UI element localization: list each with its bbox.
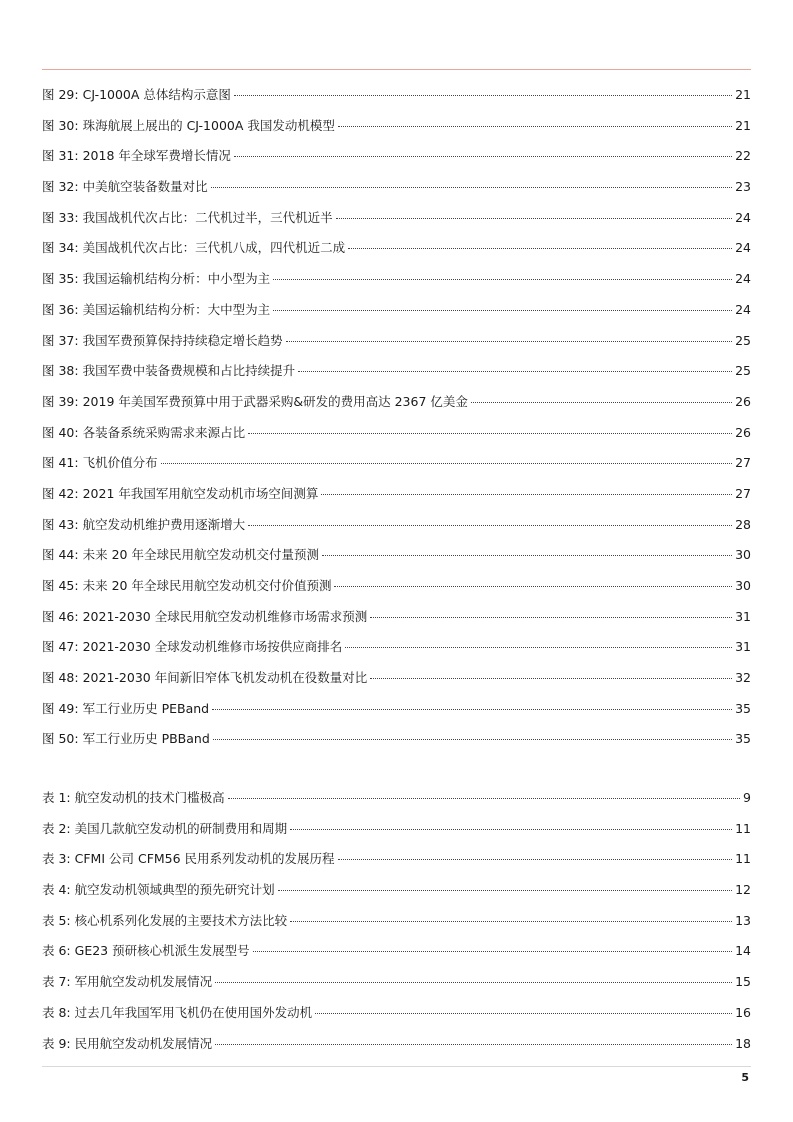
figures-index (42, 84, 751, 759)
dot-leader (215, 982, 732, 983)
toc-entry-title: 中美航空装备数量对比 (82, 179, 208, 195)
toc-entry-title: 我国战机代次占比：二代机过半，三代机近半 (82, 209, 333, 225)
figure-toc-entry[interactable] (42, 606, 751, 637)
toc-entry-title: 2021 年我国军用航空发动机市场空间测算 (82, 485, 319, 501)
toc-entry-title: 军工行业历史 PBBand (82, 731, 210, 747)
figure-toc-entry[interactable] (42, 514, 751, 545)
toc-entry-label: 图 49: (42, 700, 79, 716)
toc-entry-label: 图 45: (42, 578, 79, 593)
toc-entry-page: 25 (735, 363, 751, 379)
toc-entry-title: 我国军费中装备费规模和占比持续提升 (82, 363, 296, 379)
toc-entry-title: 航空发动机维护费用逐渐增大 (82, 516, 246, 532)
dot-leader (273, 310, 732, 311)
figure-toc-entry[interactable] (42, 268, 751, 299)
toc-entry-label: 表 1: (42, 790, 71, 805)
toc-entry-title: 2021-2030 全球民用航空发动机维修市场需求预测 (82, 608, 368, 624)
table-toc-entry[interactable] (42, 1033, 751, 1064)
toc-entry-title: 军工行业历史 PEBand (82, 700, 210, 716)
figure-toc-entry[interactable] (42, 391, 751, 422)
toc-entry-label: 图 43: (42, 516, 79, 532)
dot-leader (211, 187, 732, 188)
dot-leader (370, 678, 732, 679)
toc-entry-title: 未来 20 年全球民用航空发动机交付量预测 (82, 547, 319, 563)
toc-entry-label: 图 39: (42, 393, 79, 409)
toc-entry-label: 表 7: (42, 974, 71, 990)
toc-entry-page: 15 (735, 974, 751, 990)
table-toc-entry[interactable] (42, 787, 751, 818)
dot-leader (471, 402, 732, 403)
toc-entry-page: 11 (735, 851, 751, 867)
toc-entry-page: 12 (735, 882, 751, 898)
toc-entry-page: 35 (735, 700, 751, 716)
toc-entry-title: 航空发动机领域典型的预先研究计划 (74, 882, 275, 898)
toc-entry-label: 表 2: (42, 820, 71, 836)
toc-entry-label: 表 9: (42, 1035, 71, 1051)
toc-entry-title: 美国运输机结构分析：大中型为主 (82, 301, 271, 317)
dot-leader (234, 95, 732, 96)
toc-entry-label: 图 50: (42, 731, 79, 747)
toc-entry-title: 我国军费预算保持持续稳定增长趋势 (82, 332, 283, 348)
figure-toc-entry[interactable] (42, 667, 751, 698)
toc-entry-title: 珠海航展上展出的 CJ-1000A 我国发动机模型 (82, 117, 335, 133)
toc-entry-page: 21 (735, 117, 751, 133)
toc-entry-title: 我国运输机结构分析：中小型为主 (82, 271, 271, 287)
toc-entry-page: 18 (735, 1035, 751, 1051)
dot-leader (334, 586, 732, 587)
figure-toc-entry[interactable] (42, 636, 751, 667)
toc-entry-label: 图 40: (42, 424, 79, 440)
toc-entry-page: 16 (735, 1004, 751, 1020)
figure-toc-entry[interactable] (42, 176, 751, 207)
toc-entry-page: 30 (735, 578, 751, 593)
toc-entry-title: GE23 预研核心机派生发展型号 (74, 943, 250, 959)
header-divider (42, 69, 751, 70)
toc-entry-label: 图 38: (42, 363, 79, 379)
toc-entry-page: 23 (735, 179, 751, 195)
toc-entry-label: 图 29: (42, 87, 79, 102)
dot-leader (248, 525, 732, 526)
dot-leader (212, 709, 732, 710)
toc-entry-page: 26 (735, 393, 751, 409)
toc-entry-label: 表 8: (42, 1004, 71, 1020)
figure-toc-entry[interactable] (42, 452, 751, 483)
dot-leader (298, 371, 732, 372)
table-toc-entry[interactable] (42, 910, 751, 941)
toc-entry-title: 军用航空发动机发展情况 (74, 974, 213, 990)
toc-entry-page: 27 (735, 485, 751, 501)
toc-entry-title: 2021-2030 年间新旧窄体飞机发动机在役数量对比 (82, 670, 368, 686)
toc-entry-page: 28 (735, 516, 751, 532)
tables-index (42, 787, 751, 1063)
toc-entry-label: 图 46: (42, 608, 79, 624)
toc-entry-title: 各装备系统采购需求来源占比 (82, 424, 246, 440)
toc-entry-label: 图 48: (42, 670, 79, 686)
toc-entry-page: 31 (735, 608, 751, 624)
dot-leader (228, 798, 740, 799)
dot-leader (321, 494, 732, 495)
figure-toc-entry[interactable] (42, 698, 751, 729)
toc-entry-label: 图 36: (42, 301, 79, 317)
dot-leader (215, 1044, 732, 1045)
dot-leader (336, 218, 732, 219)
toc-entry-page: 31 (735, 639, 751, 655)
table-toc-entry[interactable] (42, 971, 751, 1002)
toc-entry-label: 图 30: (42, 117, 79, 133)
dot-leader (278, 890, 732, 891)
table-toc-entry[interactable] (42, 818, 751, 849)
toc-entry-label: 图 47: (42, 639, 79, 655)
table-toc-entry[interactable] (42, 848, 751, 879)
toc-entry-page: 24 (735, 271, 751, 287)
figure-toc-entry[interactable] (42, 422, 751, 453)
toc-entry-title: 过去几年我国军用飞机仍在使用国外发动机 (74, 1004, 313, 1020)
toc-entry-title: 核心机系列化发展的主要技术方法比较 (74, 912, 288, 928)
toc-entry-title: 2021-2030 全球发动机维修市场按供应商排名 (82, 639, 343, 655)
toc-entry-title: 2018 年全球军费增长情况 (82, 148, 231, 164)
toc-entry-label: 图 32: (42, 179, 79, 195)
figure-toc-entry[interactable] (42, 360, 751, 391)
table-toc-entry[interactable] (42, 1002, 751, 1033)
figure-toc-entry[interactable] (42, 145, 751, 176)
dot-leader (286, 341, 732, 342)
footer-divider (42, 1066, 751, 1067)
figure-toc-entry[interactable] (42, 207, 751, 238)
dot-leader (348, 248, 732, 249)
toc-entry-label: 图 34: (42, 240, 79, 256)
toc-entry-label: 图 41: (42, 455, 79, 471)
toc-entry-page: 21 (735, 87, 751, 102)
toc-entry-page: 35 (735, 731, 751, 747)
toc-entry-title: 飞机价值分布 (82, 455, 158, 471)
dot-leader (322, 555, 732, 556)
figure-toc-entry[interactable] (42, 728, 751, 759)
dot-leader (370, 617, 732, 618)
dot-leader (234, 156, 732, 157)
toc-entry-label: 表 6: (42, 943, 71, 959)
toc-entry-label: 图 42: (42, 485, 79, 501)
toc-entry-page: 14 (735, 943, 751, 959)
dot-leader (273, 279, 732, 280)
table-toc-entry[interactable] (42, 940, 751, 971)
toc-entry-page: 11 (735, 820, 751, 836)
toc-entry-page: 25 (735, 332, 751, 348)
toc-entry-title: 未来 20 年全球民用航空发动机交付价值预测 (82, 578, 332, 593)
toc-entry-page: 13 (735, 912, 751, 928)
toc-entry-title: 美国战机代次占比：三代机八成，四代机近二成 (82, 240, 346, 256)
dot-leader (253, 951, 732, 952)
toc-entry-page: 9 (743, 790, 751, 805)
toc-entry-page: 27 (735, 455, 751, 471)
dot-leader (290, 829, 732, 830)
dot-leader (338, 859, 733, 860)
toc-entry-label: 表 5: (42, 912, 71, 928)
toc-entry-title: CJ-1000A 总体结构示意图 (82, 87, 231, 102)
figure-toc-entry[interactable] (42, 237, 751, 268)
dot-leader (315, 1013, 732, 1014)
toc-entry-label: 图 37: (42, 332, 79, 348)
figure-toc-entry[interactable] (42, 84, 751, 115)
dot-leader (345, 647, 732, 648)
toc-entry-page: 24 (735, 301, 751, 317)
toc-entry-page: 26 (735, 424, 751, 440)
dot-leader (161, 463, 732, 464)
toc-entry-label: 表 3: (42, 851, 71, 867)
figure-toc-entry[interactable] (42, 575, 751, 606)
toc-entry-title: 美国几款航空发动机的研制费用和周期 (74, 820, 288, 836)
toc-entry-page: 22 (735, 148, 751, 164)
table-toc-entry[interactable] (42, 879, 751, 910)
toc-entry-page: 24 (735, 209, 751, 225)
toc-entry-label: 图 35: (42, 271, 79, 287)
toc-entry-page: 30 (735, 547, 751, 563)
figure-toc-entry[interactable] (42, 483, 751, 514)
toc-entry-title: 民用航空发动机发展情况 (74, 1035, 213, 1051)
dot-leader (248, 433, 732, 434)
toc-entry-title: CFMI 公司 CFM56 民用系列发动机的发展历程 (74, 851, 335, 867)
dot-leader (213, 739, 732, 740)
toc-entry-label: 图 44: (42, 547, 79, 563)
toc-entry-title: 航空发动机的技术门槛极高 (74, 790, 225, 805)
figure-toc-entry[interactable] (42, 115, 751, 146)
toc-entry-page: 32 (735, 670, 751, 686)
figure-toc-entry[interactable] (42, 330, 751, 361)
toc-entry-title: 2019 年美国军费预算中用于武器采购&研发的费用高达 2367 亿美金 (82, 393, 468, 409)
dot-leader (338, 126, 732, 127)
page-number: 5 (741, 1071, 749, 1084)
figure-toc-entry[interactable] (42, 299, 751, 330)
dot-leader (290, 921, 732, 922)
toc-entry-page: 24 (735, 240, 751, 256)
toc-entry-label: 图 31: (42, 148, 79, 164)
toc-entry-label: 图 33: (42, 209, 79, 225)
figure-toc-entry[interactable] (42, 544, 751, 575)
toc-entry-label: 表 4: (42, 882, 71, 898)
